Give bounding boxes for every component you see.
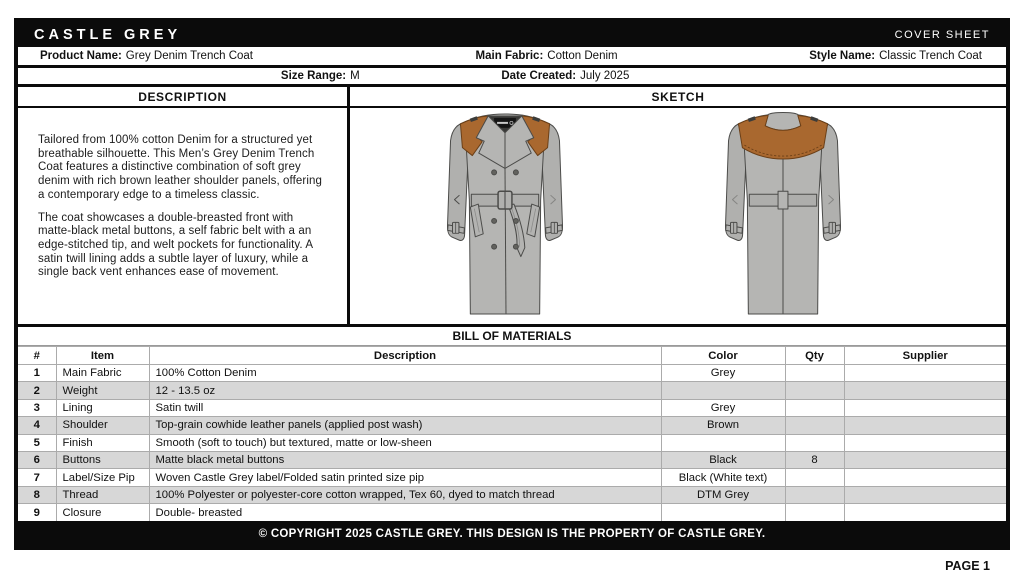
sketch-header: SKETCH [350,87,1006,108]
bom-row: 3 Lining Satin twill Grey [18,399,1006,416]
cover-sheet [14,18,1010,550]
main-fabric-value: Cotton Denim [547,50,618,62]
style-name-label: Style Name: [809,50,876,62]
date-created-field [501,70,629,82]
info-row-2 [18,68,1006,87]
bom-row: 6 Buttons Matte black metal buttons Black 8 [18,451,1006,468]
description-panel [18,87,350,324]
date-created-value: July 2025 [580,70,630,82]
bill-of-materials-table [18,346,1006,521]
bom-col-header: Qty [785,347,844,365]
bom-row: 2 Weight 12 - 13.5 oz [18,382,1006,399]
bom-row: 8 Thread 100% Polyester or polyester-core cotton wrapped, Tex 60, dyed to match thread DTM Grey [18,486,1006,503]
brand-name: CASTLE GREY [34,26,182,43]
style-name-value: Classic Trench Coat [879,50,982,62]
bom-row: 1 Main Fabric 100% Cotton Denim Grey [18,365,1006,382]
bom-title: BILL OF MATERIALS [18,327,1006,346]
bom-row: 5 Finish Smooth (soft to touch) but textured, matte or low-sheen [18,434,1006,451]
style-name-field [809,50,982,62]
bom-col-header: # [18,347,56,365]
copyright-bar: © COPYRIGHT 2025 CASTLE GREY. THIS DESIGN IS THE PROPERTY OF CASTLE GREY. [18,521,1006,546]
product-name-value: Grey Denim Trench Coat [125,50,253,62]
bom-col-header: Supplier [844,347,1006,365]
bom-row: 7 Label/Size Pip Woven Castle Grey label/Folded satin printed size pip Black (White text) [18,469,1006,486]
size-range-label: Size Range: [280,70,347,82]
bom-col-header: Item [56,347,149,365]
info-row-1 [18,47,1006,68]
size-range-field [281,70,360,82]
bom-row: 4 Shoulder Top-grain cowhide leather panels (applied post wash) Brown [18,417,1006,434]
bom-row: 9 Closure Double- breasted [18,504,1006,521]
description-text [18,108,347,280]
bom-header-row [18,347,1006,365]
main-fabric-label: Main Fabric: [475,50,544,62]
title-bar [18,22,1006,47]
trench-coat-front-sketch [446,111,564,317]
bom-col-header: Color [661,347,785,365]
size-range-value: M [350,70,360,82]
sheet-type-label: COVER SHEET [894,28,990,41]
description-paragraph: The coat showcases a double-breasted front with matte-black metal buttons, a self fabric belt with a an edge-stitched tip, and welt pockets for functionality. A satin twill lining adds a subtle layer of luxury, while a single back vent enhances ease of movement. [38,211,313,279]
main-fabric-field [476,50,618,62]
trench-coat-back-sketch [724,111,842,317]
description-paragraph: Tailored from 100% cotton Denim for a structured yet breathable silhouette. This Men’s Grey Denim Trench Coat features a distinctive combination of soft grey denim with rich brown leather shoulder panels, offering a contemporary edge to a timeless classic. [38,134,322,201]
product-name-field [40,50,253,62]
description-header: DESCRIPTION [18,87,347,108]
date-created-label: Date Created: [501,70,577,82]
bom-col-header: Description [149,347,661,365]
sketch-panel [350,87,1006,324]
main-content [18,87,1006,327]
product-name-label: Product Name: [40,50,122,62]
page-number: PAGE 1 [945,559,990,573]
sketch-drawings [316,108,972,325]
